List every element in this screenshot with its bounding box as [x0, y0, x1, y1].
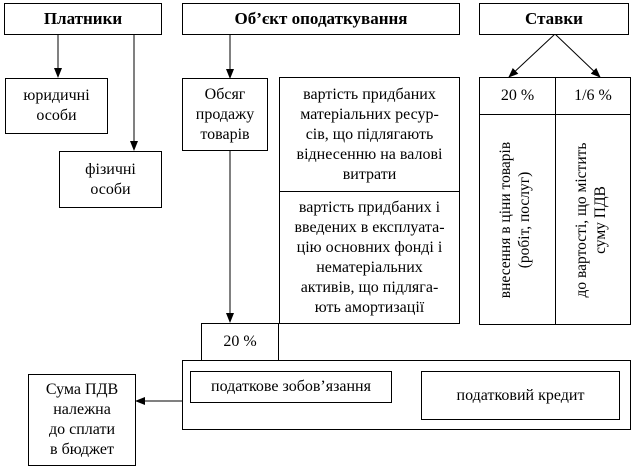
arrow-to-rate-1-6: [555, 34, 600, 77]
object-header: Об’єкт оподаткування: [182, 3, 460, 35]
rate-20-cell: 20 %: [500, 87, 535, 104]
tax-liability-box: податкове зобов’язання: [190, 371, 392, 403]
rate-20-description: внесення в ціни товарів (робіт, послуг): [497, 141, 533, 299]
arrow-to-rate-20: [509, 34, 555, 77]
sales-volume-box: Обсяг продажу товарів: [182, 78, 268, 151]
vat-due-box: Сума ПДВ належна до сплати в бюджет: [28, 374, 136, 466]
tax-credit-box: податковий кредит: [421, 371, 620, 420]
payers-header: Платники: [4, 3, 162, 35]
rates-divider-horizontal: [479, 114, 631, 115]
material-resources-cost-box: вартість придбаних матеріальних ресур- сів, що підлягають віднесенню на валові витрати: [279, 77, 460, 192]
fixed-assets-cost-box: вартість придбаних і введених в експлуата- цію основних фонді і нематеріальних активів, що підляга- ють амортизації: [279, 191, 460, 324]
legal-entities-box: юридичні особи: [5, 78, 108, 134]
rate-1-6-cell: 1/6 %: [574, 87, 612, 104]
rates-header: Ставки: [479, 3, 629, 35]
individuals-box: фізичні особи: [59, 151, 162, 208]
bottom-rate-20-box: 20 %: [201, 323, 279, 361]
rate-1-6-description: до вартості, що містить суму ПДВ: [573, 142, 609, 298]
